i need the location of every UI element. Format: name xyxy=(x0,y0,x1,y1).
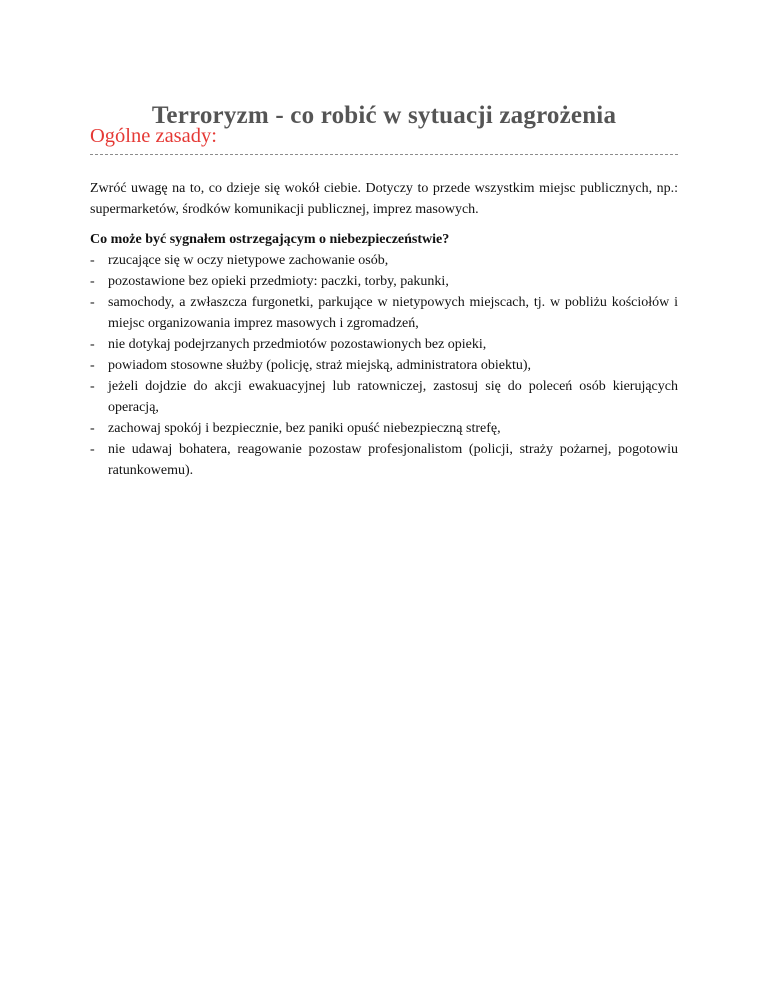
bullet-marker: - xyxy=(90,421,95,436)
bullet-marker: - xyxy=(90,379,95,394)
list-item-text: nie udawaj bohatera, reagowanie pozostaw profesjonalistom (policji, straży pożarnej, pogotowiu ratunkowemu). xyxy=(108,442,678,478)
bullet-marker: - xyxy=(90,295,95,310)
section-heading xyxy=(90,124,678,155)
bullet-marker: - xyxy=(90,337,95,352)
list-item-text: zachowaj spokój i bezpiecznie, bez paniki opuść niebezpieczną strefę, xyxy=(108,421,501,436)
warning-question-heading: Co może być sygnałem ostrzegającym o niebezpieczeństwie? xyxy=(90,232,450,247)
list-item xyxy=(90,292,678,334)
list-item-text: pozostawione bez opieki przedmioty: paczki, torby, pakunki, xyxy=(108,274,449,289)
list-item-text: nie dotykaj podejrzanych przedmiotów pozostawionych bez opieki, xyxy=(108,337,487,352)
section-heading-text: Ogólne zasady: xyxy=(90,125,217,147)
list-item xyxy=(90,418,678,439)
bullet-marker: - xyxy=(90,442,95,457)
list-item xyxy=(90,439,678,481)
list-item-text: powiadom stosowne służby (policję, straż miejską, administratora obiektu), xyxy=(108,358,532,373)
bullet-marker: - xyxy=(90,253,95,268)
list-item-text: rzucające się w oczy nietypowe zachowanie osób, xyxy=(108,253,389,268)
list-item-text: samochody, a zwłaszcza furgonetki, parkujące w nietypowych miejscach, tj. w pobliżu kościołów i miejsc organizowania imprez masowych i zgromadzeń, xyxy=(108,295,678,331)
warning-list xyxy=(90,250,678,481)
list-item xyxy=(90,355,678,376)
list-item xyxy=(90,334,678,355)
bullet-marker: - xyxy=(90,274,95,289)
list-item xyxy=(90,250,678,271)
document-title: Terroryzm - co robić w sytuacji zagrożenia xyxy=(151,101,617,129)
list-item xyxy=(90,376,678,418)
list-item-text: jeżeli dojdzie do akcji ewakuacyjnej lub ratowniczej, zastosuj się do poleceń osób kierujących operacją, xyxy=(108,379,678,415)
bullet-marker: - xyxy=(90,358,95,373)
list-item xyxy=(90,271,678,292)
intro-paragraph: Zwróć uwagę na to, co dzieje się wokół ciebie. Dotyczy to przede wszystkim miejsc publicznych, np.: supermarketów, środków komunikacji publicznej, imprez masowych. xyxy=(90,181,678,217)
